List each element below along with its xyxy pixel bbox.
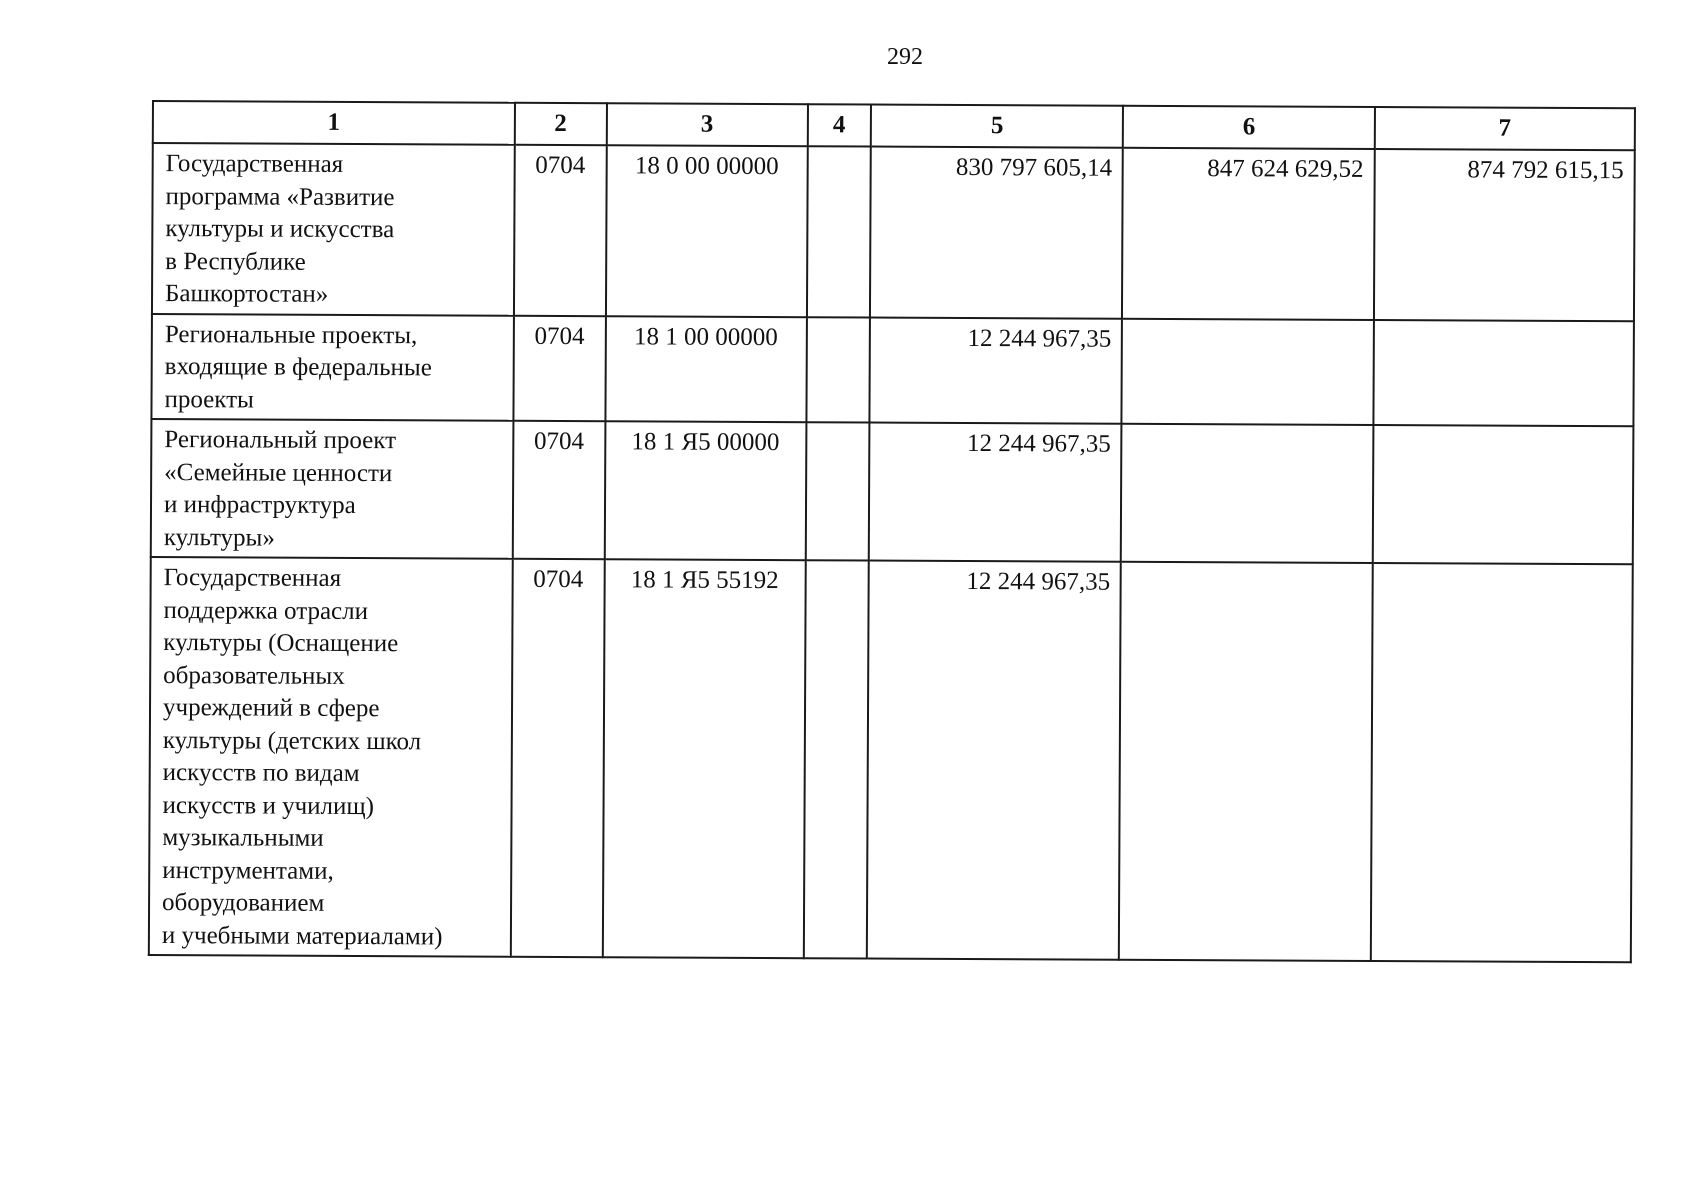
row-expense-type-cell	[807, 146, 871, 317]
row-name-line: культуры и искусства	[165, 215, 395, 244]
row-amount-1-cell: 830 797 605,14	[870, 147, 1123, 319]
row-name-line: программа «Развитие	[165, 182, 395, 211]
row-name-line: входящие в федеральные	[164, 353, 432, 382]
row-name-line: в Республике	[165, 247, 306, 276]
table-row	[151, 419, 1634, 564]
row-name-line: проекты	[164, 385, 254, 414]
row-section-cell: 0704	[514, 145, 607, 316]
row-name-cell	[151, 419, 513, 559]
row-amount-2-cell: 847 624 629,52	[1122, 148, 1374, 320]
row-name-line: культуры (детских школ	[162, 726, 422, 755]
row-name-line: учреждений в сфере	[162, 694, 380, 723]
row-target-cell: 18 1 Я5 00000	[604, 421, 806, 560]
row-name-line: музыкальными	[162, 824, 324, 852]
row-name-line: Башкортостан»	[164, 280, 329, 308]
table-row	[149, 557, 1633, 962]
row-amount-3-cell	[1373, 319, 1634, 426]
row-section-cell: 0704	[513, 421, 605, 559]
table-row	[152, 143, 1635, 321]
row-name-line: Государственная	[163, 564, 342, 592]
row-name-line: Региональные проекты,	[164, 320, 418, 349]
header-col-1: 1	[153, 101, 515, 145]
row-amount-2-cell	[1119, 562, 1372, 961]
row-amount-3-cell	[1371, 563, 1633, 962]
row-name-line: поддержка отрасли	[163, 596, 369, 625]
header-row	[153, 101, 1635, 150]
header-col-5: 5	[871, 105, 1124, 148]
row-amount-2-cell	[1121, 424, 1373, 563]
row-target-cell: 18 0 00 00000	[605, 145, 807, 316]
row-name-line: культуры (Оснащение	[163, 629, 399, 658]
header-col-3: 3	[606, 103, 807, 146]
page-number: 292	[887, 44, 923, 70]
row-name-line: и инфраструктура	[163, 491, 356, 520]
header-col-6: 6	[1123, 106, 1375, 149]
row-amount-3-cell	[1373, 425, 1634, 564]
row-name-line: инструментами,	[162, 856, 334, 885]
header-col-4: 4	[807, 104, 871, 146]
row-name-line: и учебными материалами)	[161, 921, 443, 950]
row-name-line: Региональный проект	[164, 426, 397, 455]
header-col-7: 7	[1375, 107, 1635, 150]
row-name-line: Государственная	[165, 150, 344, 178]
row-section-cell: 0704	[513, 315, 605, 421]
row-name-cell	[152, 143, 515, 315]
row-name-line: оборудованием	[162, 889, 325, 917]
row-name-line: искусств по видам	[162, 759, 360, 788]
row-expense-type-cell	[806, 317, 870, 423]
row-amount-1-cell: 12 244 967,35	[869, 423, 1122, 562]
row-name-line: образовательных	[163, 661, 345, 690]
budget-table	[148, 100, 1636, 963]
row-name-cell	[151, 314, 513, 421]
row-target-cell: 18 1 Я5 55192	[602, 559, 805, 958]
row-expense-type-cell	[803, 560, 868, 958]
header-col-2: 2	[515, 103, 607, 145]
row-name-line: «Семейные ценности	[164, 458, 393, 487]
row-name-line: искусств и училищ)	[162, 791, 375, 820]
row-section-cell: 0704	[511, 559, 605, 957]
row-name-line: культуры»	[163, 523, 275, 552]
row-amount-1-cell: 12 244 967,35	[869, 317, 1122, 424]
row-name-cell	[149, 557, 513, 957]
table-row	[151, 314, 1633, 427]
row-amount-3-cell: 874 792 615,15	[1374, 149, 1635, 321]
row-amount-2-cell	[1122, 318, 1374, 425]
row-amount-1-cell: 12 244 967,35	[867, 561, 1121, 960]
row-expense-type-cell	[805, 422, 869, 560]
row-target-cell: 18 1 00 00000	[605, 316, 807, 422]
